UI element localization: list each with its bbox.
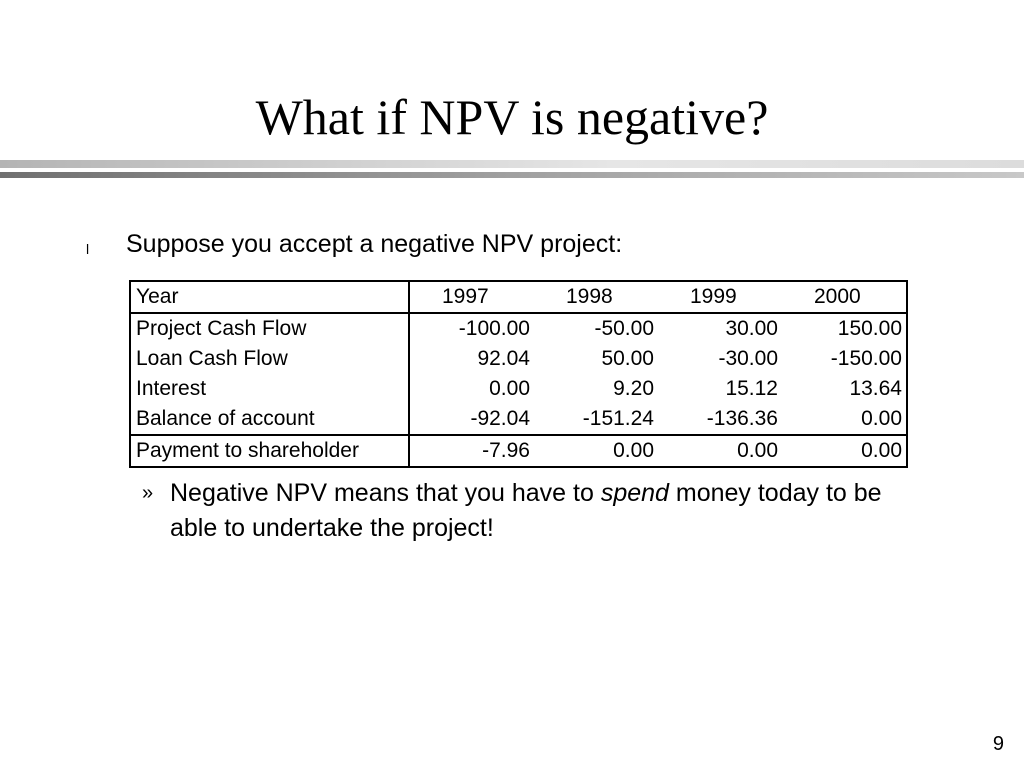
- table-row: [130, 313, 907, 344]
- table-cell: 0.00: [782, 435, 907, 467]
- table-cell: 0.00: [534, 435, 658, 467]
- row-label: Payment to shareholder: [130, 435, 409, 467]
- table-row: [130, 374, 907, 404]
- row-label: Balance of account: [130, 404, 409, 435]
- table-cell: 50.00: [601, 347, 654, 370]
- table-cell: -7.96: [409, 435, 534, 467]
- table-cell: 0.00: [861, 407, 902, 430]
- table-row: [130, 281, 907, 313]
- table-cell: -100.00: [458, 317, 530, 340]
- table-cell: -30.00: [718, 347, 778, 370]
- table-cell: 150.00: [837, 317, 902, 340]
- table-row: [130, 404, 907, 435]
- divider-line: [0, 160, 1024, 168]
- bullet-icon: l: [86, 241, 90, 257]
- table-cell: 0.00: [489, 377, 530, 400]
- row-label: Project Cash Flow: [130, 313, 409, 344]
- table-cell: -151.24: [582, 407, 654, 430]
- row-label: Year: [130, 281, 409, 313]
- table-cell: -50.00: [594, 317, 654, 340]
- table-cell: 13.64: [849, 377, 902, 400]
- table-cell: -136.36: [706, 407, 778, 430]
- table-row: [130, 344, 907, 374]
- table-cell: 1998: [534, 281, 658, 313]
- table-cell: 9.20: [613, 377, 654, 400]
- sub-emphasis: spend: [600, 479, 669, 507]
- table-cell: 1997: [409, 281, 534, 313]
- table-cell: 2000: [782, 281, 907, 313]
- sub-bullet-icon: »: [142, 482, 154, 504]
- table-row: [130, 435, 907, 467]
- table-cell: -150.00: [830, 347, 902, 370]
- table-cell: 1999: [658, 281, 782, 313]
- table-cell: -92.04: [470, 407, 530, 430]
- table-cell: 30.00: [725, 317, 778, 340]
- sub-text: money today to be able to undertake the project!: [170, 479, 882, 542]
- table-cell: 15.12: [725, 377, 778, 400]
- row-label: Loan Cash Flow: [130, 344, 409, 374]
- row-label: Interest: [130, 374, 409, 404]
- sub-point: [142, 476, 930, 546]
- table-cell: 0.00: [658, 435, 782, 467]
- divider-line: [0, 172, 1024, 178]
- cash-flow-table: [129, 280, 908, 468]
- bullet-point: Suppose you accept a negative NPV project:: [126, 230, 623, 258]
- sub-text: Negative NPV means that you have to: [170, 479, 601, 507]
- table-cell: 92.04: [477, 347, 530, 370]
- slide-title: What if NPV is negative?: [255, 89, 769, 145]
- page-number: 9: [992, 733, 1004, 755]
